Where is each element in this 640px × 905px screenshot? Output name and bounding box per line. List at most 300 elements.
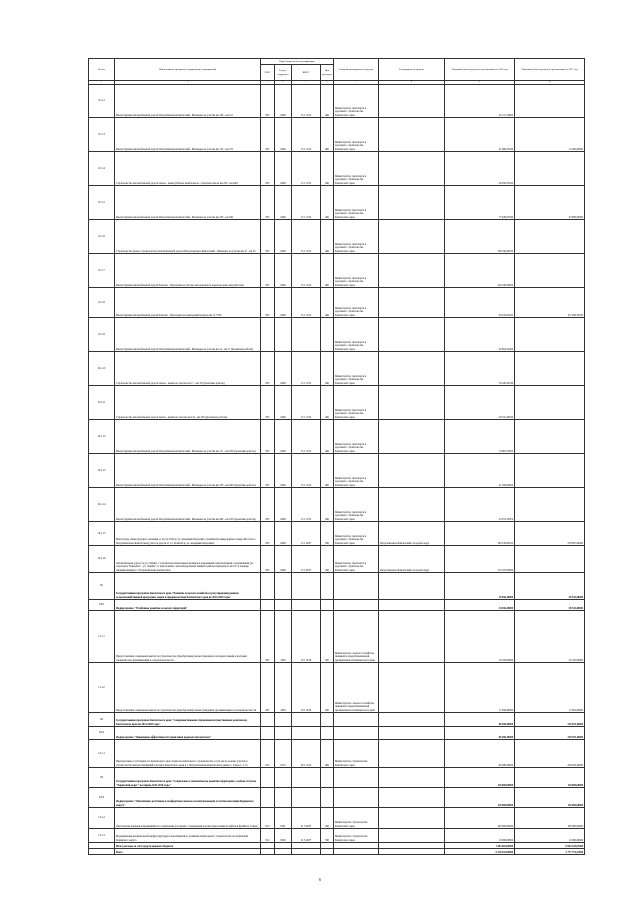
row-ksr [292, 727, 321, 740]
row-name: Всего [115, 849, 261, 855]
row-volume-2017 [515, 318, 585, 352]
row-razdel [275, 788, 292, 808]
row-volume-2017: 250 967,00000 [515, 522, 585, 546]
row-grbs [261, 573, 275, 600]
row-volume-2016: 34 656,40000 [445, 600, 515, 611]
row-kvr [321, 849, 334, 855]
row-kvr: 400 [321, 740, 334, 768]
row-ksr: 15 1 4037 [292, 522, 321, 546]
row-kvr [321, 318, 334, 352]
row-grbs: 835 [261, 254, 275, 288]
row-name: Обеспечение жилыми помещениями по социальным договорам с гражданами в целях переселения из районов Крайнего Севера [115, 808, 261, 829]
row-grbs: 807 [261, 611, 275, 663]
row-volume-2016: 110 000,00000 [445, 768, 515, 788]
row-razdel: 0501 [275, 808, 292, 829]
header-codes-group: Коды бюджетной классификации [261, 59, 334, 65]
row-number: 10.1.14 [89, 488, 115, 522]
row-number: 10.1.2 [89, 85, 115, 118]
row-kvr: 400 [321, 220, 334, 254]
row-number: 13 [89, 768, 115, 788]
row-razdel [275, 849, 292, 855]
row-grbs: 835 [261, 118, 275, 152]
table-row [89, 573, 585, 600]
row-razdel: 1003 [275, 611, 292, 663]
row-name: Модернизация коммунальной инфраструктуры и мероприятия по развитию капитального строительства на территории Корякского округа [115, 829, 261, 843]
row-recipient [379, 740, 445, 768]
row-volume-2017 [515, 152, 585, 186]
row-volume-2017 [515, 386, 585, 420]
header-kvr: Вид расходов [321, 65, 334, 81]
row-kvr: 400 [321, 288, 334, 318]
row-volume-2017: 17 822,00000 [515, 663, 585, 713]
row-number: 11.1.2 [89, 663, 115, 713]
row-number: 10.1.4 [89, 152, 115, 186]
row-ksr [292, 713, 321, 727]
table-row [89, 488, 585, 522]
table-body [89, 85, 585, 855]
row-recipient [379, 352, 445, 386]
table-row [89, 849, 585, 855]
column-number: 10 [515, 81, 585, 85]
row-razdel [275, 713, 292, 727]
row-admin [334, 788, 379, 808]
row-number: 11.1 [89, 600, 115, 611]
row-grbs: 835 [261, 152, 275, 186]
row-number: 10.1.16 [89, 546, 115, 573]
column-number: 4 [275, 81, 292, 85]
row-admin: Министерство транспорта и дорожного строительства Камчатского края [334, 118, 379, 152]
row-admin [334, 600, 379, 611]
row-volume-2016: 13 667,31953 [445, 420, 515, 454]
row-ksr: 15 1 1013 [292, 386, 321, 420]
row-grbs: 807 [261, 663, 275, 713]
row-razdel: 0409 [275, 288, 292, 318]
row-volume-2017 [515, 85, 585, 118]
row-number: 10.1.10 [89, 352, 115, 386]
row-number: 13.1.3 [89, 829, 115, 843]
row-recipient [379, 386, 445, 420]
row-razdel: 0409 [275, 220, 292, 254]
row-ksr: 15 1 1013 [292, 420, 321, 454]
header-recipient: Распорядитель средств [379, 59, 445, 81]
row-name: Реконструкция автомобильной дороги Петропавловск-Камчатский - Мильково на участке км 230 - км 249 [115, 186, 261, 220]
row-kvr [321, 573, 334, 600]
row-volume-2017 [515, 352, 585, 386]
row-ksr [292, 788, 321, 808]
column-number: 7 [334, 81, 379, 85]
row-name: Реконструкция автомобильной дороги Петропавловск-Камчатский - Мильково на участке км 152 - км 170 [115, 118, 261, 152]
row-admin: Министерство транспорта и дорожного строительства Камчатского края [334, 386, 379, 420]
row-grbs: 835 [261, 220, 275, 254]
row-grbs: 835 [261, 85, 275, 118]
header-num: № п/п [89, 59, 115, 81]
row-recipient [379, 788, 445, 808]
table-row [89, 663, 585, 713]
row-admin: Министерство строительства Камчатского края [334, 740, 379, 768]
row-volume-2017: 33 990,00000 [515, 186, 585, 220]
row-admin: Министерство транспорта и дорожного строительства Камчатского края [334, 454, 379, 488]
row-volume-2017: 230 493,40000 [515, 713, 585, 727]
table-row [89, 186, 585, 220]
column-number: 9 [445, 81, 515, 85]
row-volume-2017: 8 963 325,07000 [515, 843, 585, 849]
row-ksr: 15 1 4037 [292, 546, 321, 573]
row-kvr: 400 [321, 118, 334, 152]
table-row [89, 118, 585, 152]
row-admin: Министерство транспорта и дорожного строительства Камчатского края [334, 488, 379, 522]
row-recipient [379, 420, 445, 454]
table-row [89, 352, 585, 386]
row-admin [334, 768, 379, 788]
table-row [89, 152, 585, 186]
row-grbs: 835 [261, 522, 275, 546]
row-number: 12 [89, 713, 115, 727]
row-volume-2017: 230 493,40000 [515, 740, 585, 768]
row-ksr: 15 1 1013 [292, 220, 321, 254]
row-volume-2016: 10 000,00000 [445, 829, 515, 843]
row-volume-2017 [515, 420, 585, 454]
row-razdel [275, 768, 292, 788]
row-number [89, 849, 115, 855]
row-volume-2017 [515, 546, 585, 573]
table-row [89, 420, 585, 454]
row-razdel: 0409 [275, 85, 292, 118]
row-volume-2016: 136 256,28700 [445, 220, 515, 254]
row-recipient [379, 288, 445, 318]
row-number: 10.1.5 [89, 186, 115, 220]
row-ksr: 15 1 1013 [292, 288, 321, 318]
row-razdel: 0409 [275, 118, 292, 152]
row-recipient [379, 152, 445, 186]
row-grbs: 812 [261, 829, 275, 843]
row-number: 12.1 [89, 727, 115, 740]
row-ksr: 15 1 1013 [292, 488, 321, 522]
row-recipient [379, 600, 445, 611]
row-ksr: 16 1 5018 [292, 663, 321, 713]
row-volume-2016: 21 028,00000 [445, 454, 515, 488]
header-grbs: ГРБС [261, 65, 275, 81]
row-grbs [261, 318, 275, 352]
row-grbs [261, 713, 275, 727]
row-ksr [292, 768, 321, 788]
table-row [89, 288, 585, 318]
row-ksr: 16 1 5018 [292, 611, 321, 663]
table-row [89, 727, 585, 740]
row-grbs: 835 [261, 546, 275, 573]
row-ksr [292, 318, 321, 352]
row-name: Автомобильная дорога по ул. Ларина с устройством пешеходных развязок и кольцевыми транспортными сооружениями (ул. Аэропорта "Камчатка" - ул. Ларина" от пересечения с железнодорожной линией в районе переходного моста" в порядке тиражирования) в г. Петропавловске-Камчатском [115, 546, 261, 573]
row-admin: Министерство транспорта и дорожного строительства Камчатского края [334, 85, 379, 118]
row-recipient [379, 808, 445, 829]
column-number: 6 [321, 81, 334, 85]
table-row [89, 386, 585, 420]
row-ksr: 15 1 1013 [292, 186, 321, 220]
row-recipient [379, 573, 445, 600]
table-row [89, 85, 585, 118]
row-volume-2016: 75 649,97300 [445, 186, 515, 220]
row-grbs: 835 [261, 386, 275, 420]
row-name: Магистраль общегородского значения от поста ГАИ до ул. Академика Королёва с развязкой в микрорайоне Северо-Восток в г. Петропавловске-Камчатском (участок дороги от ул. Зелёной до ул. Академика Королёва) [115, 522, 261, 546]
row-kvr [321, 768, 334, 788]
row-number: 11 [89, 573, 115, 600]
row-razdel: 0409 [275, 186, 292, 220]
row-grbs [261, 768, 275, 788]
budget-table [88, 58, 585, 855]
header-ksr: КЦСР [292, 65, 321, 81]
row-volume-2016: 110 000,00000 [445, 788, 515, 808]
row-recipient [379, 454, 445, 488]
row-admin: Министерство транспорта и дорожного строительства Камчатского края [334, 546, 379, 573]
row-recipient: Петропавловск-Камчатский городской округ [379, 546, 445, 573]
row-recipient [379, 254, 445, 288]
row-volume-2016: 29 341,46550 [445, 386, 515, 420]
row-recipient: Петропавловск-Камчатский городской округ [379, 522, 445, 546]
row-volume-2016: 80 286,40000 [445, 713, 515, 727]
row-volume-2016: 26 050,53500 [445, 152, 515, 186]
row-razdel: 0409 [275, 546, 292, 573]
row-name: Реконструкция автомобильной дороги Петропавловск-Камчатский - Мильково на участке км 171 - км 185 (проектные работы) [115, 420, 261, 454]
row-razdel [275, 727, 292, 740]
row-volume-2017: 20 720,00000 [515, 611, 585, 663]
row-kvr: 400 [321, 488, 334, 522]
row-grbs: 835 [261, 186, 275, 220]
row-number: 13.1.2 [89, 808, 115, 829]
row-grbs: 835 [261, 454, 275, 488]
table-row [89, 611, 585, 663]
row-admin: Министерство транспорта и дорожного строительства Камчатского края [334, 152, 379, 186]
table-row [89, 829, 585, 843]
row-admin: Министерство транспорта и дорожного строительства Камчатского края [334, 186, 379, 220]
row-volume-2016: 160 519,83452 [445, 522, 515, 546]
header-volume-2016: Плановый объем средств на реализацию на 2016 год [445, 59, 515, 81]
column-number: 2 [115, 81, 261, 85]
row-kvr: 500 [321, 522, 334, 546]
row-name: Приобретение в собственность Камчатского края объектов капитального строительства, в том числе долевое участие в строительстве жилых помещений для нужд Камчатского края в г. Петропавловске-Камчатском (здание 1, блоки 1, 2, 3) [115, 740, 261, 768]
row-name: Подпрограмма "Обеспечение доступным и комфортным жильем и коммунальными услугами населения Корякского округа" [115, 788, 261, 808]
budget-table-sheet [88, 58, 584, 855]
table-row [89, 600, 585, 611]
row-kvr: 400 [321, 186, 334, 220]
table-row [89, 546, 585, 573]
row-number: 10.1.6 [89, 220, 115, 254]
row-number: 10.1.11 [89, 386, 115, 420]
row-kvr: 400 [321, 85, 334, 118]
row-ksr: 15 1 1013 [292, 85, 321, 118]
header-razdel: Раздел, подраздел [275, 65, 292, 81]
row-ksr: 15 1 1013 [292, 254, 321, 288]
row-grbs: 835 [261, 288, 275, 318]
row-number: 10.1.15 [89, 522, 115, 546]
table-row [89, 454, 585, 488]
row-volume-2017: 230 493,40000 [515, 727, 585, 740]
row-grbs [261, 600, 275, 611]
row-recipient [379, 488, 445, 522]
row-recipient [379, 611, 445, 663]
row-kvr: 500 [321, 546, 334, 573]
column-number: 8 [379, 81, 445, 85]
row-admin: Министерство транспорта и дорожного строительства Камчатского края [334, 420, 379, 454]
row-volume-2017 [515, 488, 585, 522]
table-header [89, 59, 585, 85]
row-volume-2016: 23 211,76000 [445, 85, 515, 118]
row-volume-2017: 110 000,00000 [515, 788, 585, 808]
row-volume-2016: 80 286,40000 [445, 727, 515, 740]
row-admin: Министерство транспорта и дорожного строительства Камчатского края [334, 288, 379, 318]
row-kvr [321, 713, 334, 727]
row-razdel: 1003 [275, 663, 292, 713]
row-admin: Министерство сельского хозяйства, пищевой и перерабатывающей промышленности Камчатского края [334, 611, 379, 663]
row-volume-2016: 1 464 663,09000 [445, 843, 515, 849]
row-razdel: 0409 [275, 454, 292, 488]
row-kvr: 400 [321, 454, 334, 488]
row-name: Строительство автомобильной дороги Апача - Акачи (Объект капитального строительства на км 230 - км 240) [115, 152, 261, 186]
row-admin: Министерство транспорта и дорожного строительства Камчатского края [334, 522, 379, 546]
row-name: Строительство автомобильной дороги Апача - Акачи на участке км 17 - км 33 (проектные работы) [115, 352, 261, 386]
row-volume-2016: 100 000,00000 [445, 808, 515, 829]
row-recipient [379, 727, 445, 740]
table-row [89, 318, 585, 352]
table-row [89, 254, 585, 288]
row-kvr: 400 [321, 386, 334, 420]
row-name: Реконструкция автомобильной дороги Петропавловск-Камчатский - Мильково на участке км 230 - км 240 (проектные работы) [115, 454, 261, 488]
row-ksr [292, 849, 321, 855]
row-volume-2016: 39 656,40000 [445, 573, 515, 600]
row-recipient [379, 768, 445, 788]
row-recipient [379, 85, 445, 118]
row-name: Государственная программа Камчатского края "Социальное и экономическое развитие территории с особым статусом "Корякский округ" на период 2014-2018 годы" [115, 768, 261, 788]
row-grbs: 835 [261, 352, 275, 386]
row-recipient [379, 118, 445, 152]
row-admin [334, 849, 379, 855]
row-kvr [321, 788, 334, 808]
row-name: Подпрограмма "Повышение эффективности управления краевым имуществом" [115, 727, 261, 740]
row-admin [334, 727, 379, 740]
row-ksr: 15 1 1013 [292, 152, 321, 186]
row-ksr [292, 573, 321, 600]
row-volume-2017: 100 000,00000 [515, 808, 585, 829]
row-volume-2017: 15 260,00000 [515, 118, 585, 152]
row-razdel: 0409 [275, 352, 292, 386]
row-name: Государственная программа Камчатского края "Развитие сельского хозяйства и регулирование рынков сельскохозяйственной продукции, сырья и продовольствия Камчатского края на 2014-2018 годы" [115, 573, 261, 600]
table-row [89, 740, 585, 768]
row-name: Реконструкция автомобильной дороги Елизово - Паратунка на участке автодорожного перехода через реку Быстрая [115, 254, 261, 288]
page-number: 6 [319, 877, 321, 882]
row-grbs [261, 849, 275, 855]
row-name: Строительство автомобильной дороги Апача - Акачи на участке км 214 - км 229 (проектные работы) [115, 386, 261, 420]
row-admin: Министерство транспорта и дорожного строительства Камчатского края [334, 254, 379, 288]
table-row [89, 808, 585, 829]
row-volume-2016: 17 956,40000 [445, 663, 515, 713]
row-volume-2017 [515, 220, 585, 254]
table-row [89, 713, 585, 727]
row-number: 10.1.8 [89, 288, 115, 318]
row-volume-2016: 41 066,35500 [445, 118, 515, 152]
row-grbs: 835 [261, 488, 275, 522]
row-kvr: 400 [321, 420, 334, 454]
row-volume-2017: 38 542,00000 [515, 600, 585, 611]
column-number: 3 [261, 81, 275, 85]
row-recipient [379, 318, 445, 352]
row-ksr: 20 1 1013 [292, 740, 321, 768]
row-volume-2017 [515, 454, 585, 488]
row-ksr: 21 3 4037 [292, 829, 321, 843]
row-recipient [379, 713, 445, 727]
header-volume-2017: Плановый объем средств на реализацию на 2017 год [515, 59, 585, 81]
row-razdel: 0409 [275, 152, 292, 186]
row-kvr: 500 [321, 829, 334, 843]
row-volume-2016: 84 019,03422 [445, 288, 515, 318]
row-name: Реконструкция автомобильной дороги Петропавловск-Камчатский - Мильково на участке км 106 - км 112 [115, 85, 261, 118]
row-kvr: 400 [321, 352, 334, 386]
row-kvr [321, 600, 334, 611]
row-razdel [275, 600, 292, 611]
row-name: Реконструкция автомобильной дороги Елизово - Паратунка на пешеходный разделе км 12 +700 [115, 288, 261, 318]
row-grbs: 812 [261, 740, 275, 768]
row-number: 10.1.7 [89, 254, 115, 288]
row-razdel: 0409 [275, 522, 292, 546]
row-volume-2016: 173 197,00000 [445, 546, 515, 573]
row-name: Строительство (новое строительство) автомобильной дороги Петропавловск-Камчатский - Мильково на участке км 27 - км 32 [115, 220, 261, 254]
row-razdel: 0502 [275, 829, 292, 843]
row-admin: Министерство строительства Камчатского края [334, 829, 379, 843]
row-volume-2017: 2 777 791,27000 [515, 849, 585, 855]
table-row [89, 220, 585, 254]
row-number: 10.1.3 [89, 118, 115, 152]
row-kvr: 500 [321, 808, 334, 829]
row-volume-2017 [515, 254, 585, 288]
row-razdel: 0409 [275, 386, 292, 420]
row-number: 10.1.12 [89, 420, 115, 454]
table-row [89, 522, 585, 546]
row-admin: Министерство транспорта и дорожного строительства Камчатского края [334, 318, 379, 352]
row-name: Реконструкция автомобильной дороги Петропавловск-Камчатский - Мильково на участке км 12 - км 17 (проектные работы) [115, 318, 261, 352]
table-row [89, 768, 585, 788]
row-kvr [321, 727, 334, 740]
row-admin [334, 713, 379, 727]
row-volume-2016: 16 700,00000 [445, 611, 515, 663]
row-volume-2016: 30 804,22400 [445, 318, 515, 352]
header-admin: Главный распорядитель средств [334, 59, 379, 81]
column-number: 5 [292, 81, 321, 85]
row-razdel: 0409 [275, 488, 292, 522]
row-admin: Министерство сельского хозяйства, пищевой и перерабатывающей промышленности Камчатского края [334, 663, 379, 713]
header-program: Наименование программ, подпрограмм, мероприятий [115, 59, 261, 81]
row-admin [334, 573, 379, 600]
row-kvr: 500 [321, 663, 334, 713]
row-name: Реконструкция автомобильной дороги Петропавловск-Камчатский - Мильково на участке км 260 - км 210 (проектные работы) [115, 488, 261, 522]
row-volume-2016: 220 190,00000 [445, 254, 515, 288]
row-volume-2016: 5 226 923,00000 [445, 849, 515, 855]
row-name: Итого расходы за счет средств краевого бюджета [115, 843, 261, 849]
row-grbs [261, 727, 275, 740]
row-kvr: 500 [321, 611, 334, 663]
row-grbs: 835 [261, 420, 275, 454]
row-volume-2016: 80 286,40000 [445, 740, 515, 768]
row-volume-2016: 16 329,22238 [445, 352, 515, 386]
row-recipient [379, 663, 445, 713]
row-ksr [292, 600, 321, 611]
row-name: Предоставление социальных выплат на строительство (приобретение) жилья гражданам, проживающим в сельской местности [115, 663, 261, 713]
row-kvr: 400 [321, 152, 334, 186]
row-ksr: 21 3 4037 [292, 808, 321, 829]
row-recipient [379, 220, 445, 254]
row-number: 10.1.13 [89, 454, 115, 488]
row-number: 10.1.9 [89, 318, 115, 352]
row-ksr: 15 1 1013 [292, 454, 321, 488]
table-row [89, 788, 585, 808]
row-number: 13.1 [89, 788, 115, 808]
row-razdel: 0113 [275, 740, 292, 768]
